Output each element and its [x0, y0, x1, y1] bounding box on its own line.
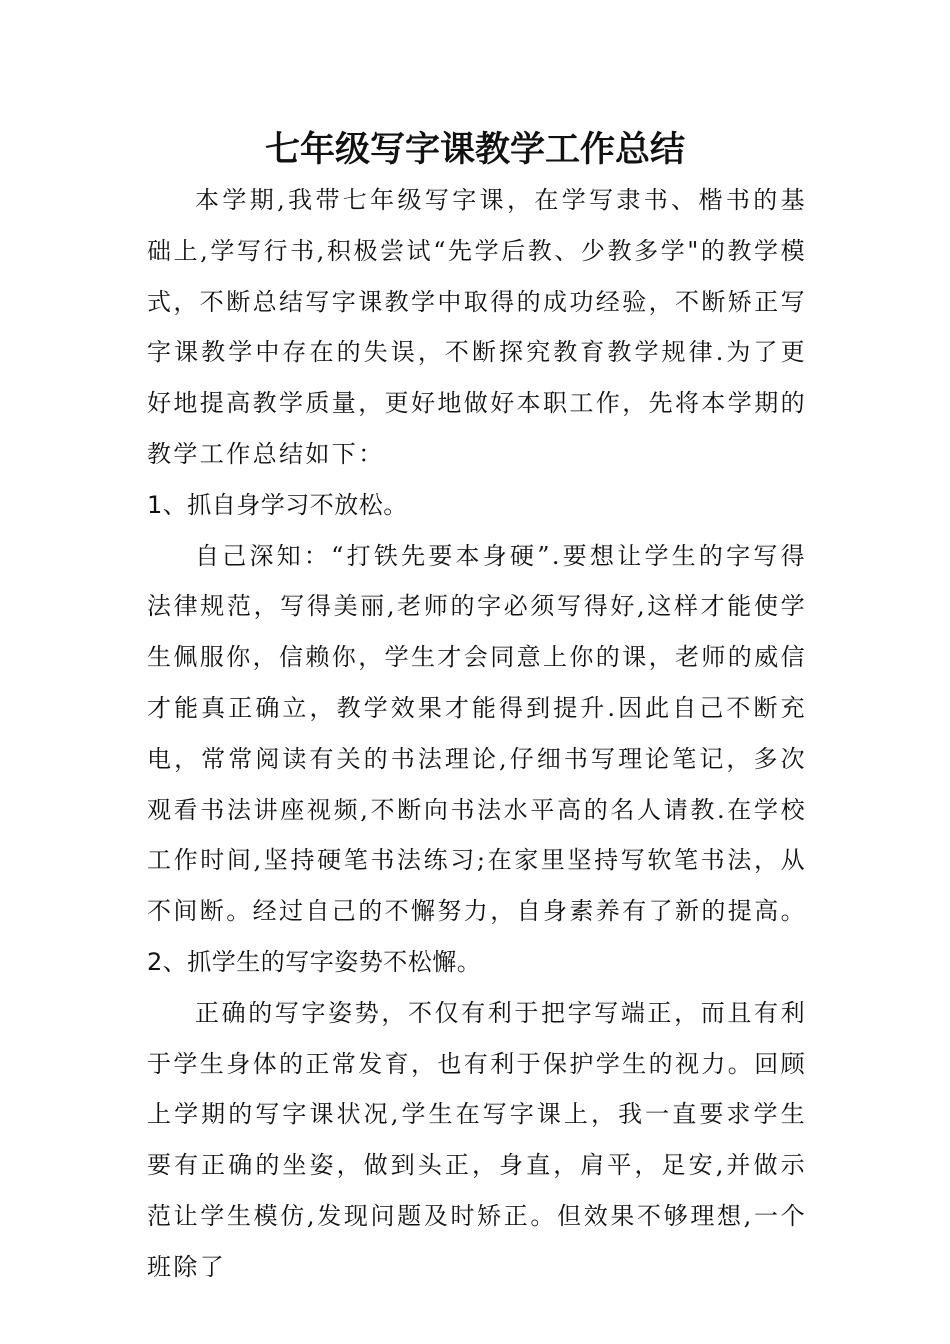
- document-body: [147, 175, 807, 1293]
- section-heading-2: 2、抓学生的写字姿势不松懈。: [147, 947, 482, 976]
- section-heading-1: 1、抓自身学习不放松。: [147, 490, 408, 519]
- page-title: 七年级写字课教学工作总结: [264, 129, 685, 170]
- intro-paragraph: 本学期,我带七年级写字课，在学写隶书、楷书的基础上,学写行书,积极尝试“先学后教、少教多学"的教学模式，不断总结写字课教学中取得的成功经验，不断矫正写字课教学中存在的失误，不断探究教育教学规律.为了更好地提高教学质量，更好地做好本职工作，先将本学期的教学工作总结如下：: [147, 186, 807, 468]
- section-2-paragraph: 正确的写字姿势，不仅有利于把字写端正，而且有利于学生身体的正常发育，也有利于保护学生的视力。回顾上学期的写字课状况,学生在写字课上，我一直要求学生要有正确的坐姿，做到头正，身直，肩平，足安,并做示范让学生模仿,发现问题及时矫正。但效果不够理想,一个班除了: [147, 998, 807, 1281]
- section-1-paragraph: 自己深知：“打铁先要本身硬”.要想让学生的字写得法律规范，写得美丽,老师的字必须写得好,这样才能使学生佩服你，信赖你，学生才会同意上你的课，老师的威信才能真正确立，教学效果才能得到提升.因此自己不断充电，常常阅读有关的书法理论,仔细书写理论笔记，多次观看书法讲座视频,不断向书法水平高的名人请教.在学校工作时间,坚持硬笔书法练习;在家里坚持写软笔书法，从不间断。经过自己的不懈努力，自身素养有了新的提高。: [147, 541, 807, 926]
